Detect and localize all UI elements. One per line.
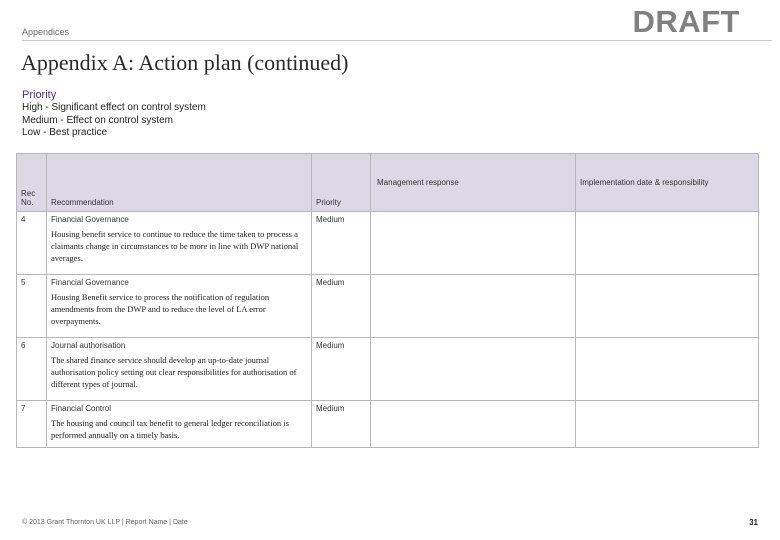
management-response-cell[interactable] (371, 275, 576, 338)
page-title: Appendix A: Action plan (continued) (21, 50, 349, 75)
recommendation-body: Housing benefit service to continue to reduce the time taken to process a claimants change in circumstances to be more in line with DWP national averages. (51, 229, 299, 263)
rec-number: 6 (17, 338, 47, 401)
table-header-row (17, 154, 759, 212)
priority-cell: Medium (312, 338, 371, 401)
recommendation-body: The shared finance service should develop an up-to-date journal authorisation policy setting out clear responsibilities for authorisation of different types of journal. (51, 355, 297, 389)
action-plan-table (16, 153, 759, 448)
recommendation-title: Financial Governance (51, 215, 129, 224)
implementation-cell[interactable] (576, 401, 759, 448)
col-header-priority: Priority (312, 154, 371, 212)
recommendation-title: Financial Governance (51, 278, 129, 287)
priority-cell: Medium (312, 212, 371, 275)
page-number: 31 (749, 518, 758, 527)
priority-legend-low: Low - Best practice (22, 127, 108, 138)
priority-cell: Medium (312, 401, 371, 448)
recommendation-body: The housing and council tax benefit to general ledger reconciliation is performed annually on a timely basis. (51, 418, 289, 440)
management-response-cell[interactable] (371, 338, 576, 401)
priority-legend-high: High - Significant effect on control system (22, 102, 206, 113)
rec-number: 4 (17, 212, 47, 275)
implementation-cell[interactable] (576, 338, 759, 401)
recommendation-body: Housing Benefit service to process the notification of regulation amendments from the DWP and to reduce the level of LA error overpayments. (51, 292, 270, 326)
table-row (17, 338, 759, 401)
col-header-implementation: Implementation date & responsibility (576, 154, 759, 212)
recommendation-cell (47, 275, 312, 338)
recommendation-cell (47, 212, 312, 275)
footer-copyright: © 2013 Grant Thornton UK LLP | Report Name | Date (22, 519, 188, 526)
col-header-recommendation: Recommendation (47, 154, 312, 212)
management-response-cell[interactable] (371, 401, 576, 448)
priority-cell: Medium (312, 275, 371, 338)
priority-legend-medium: Medium - Effect on control system (22, 114, 173, 126)
implementation-cell[interactable] (576, 212, 759, 275)
recommendation-cell (47, 401, 312, 448)
priority-legend (22, 102, 206, 140)
recommendation-cell (47, 338, 312, 401)
section-label: Appendices (22, 27, 70, 37)
rec-number: 5 (17, 275, 47, 338)
recommendation-title: Journal authorisation (51, 341, 126, 350)
col-header-management-response: Management response (371, 154, 576, 212)
implementation-cell[interactable] (576, 275, 759, 338)
draft-watermark: DRAFT (632, 4, 740, 39)
col-header-rec-no: Rec No. (17, 154, 47, 212)
table-row (17, 275, 759, 338)
header-divider (22, 40, 772, 41)
management-response-cell[interactable] (371, 212, 576, 275)
priority-heading: Priority (22, 89, 57, 101)
rec-number: 7 (17, 401, 47, 448)
recommendation-title: Financial Control (51, 404, 112, 413)
table-row (17, 212, 759, 275)
table-row (17, 401, 759, 448)
